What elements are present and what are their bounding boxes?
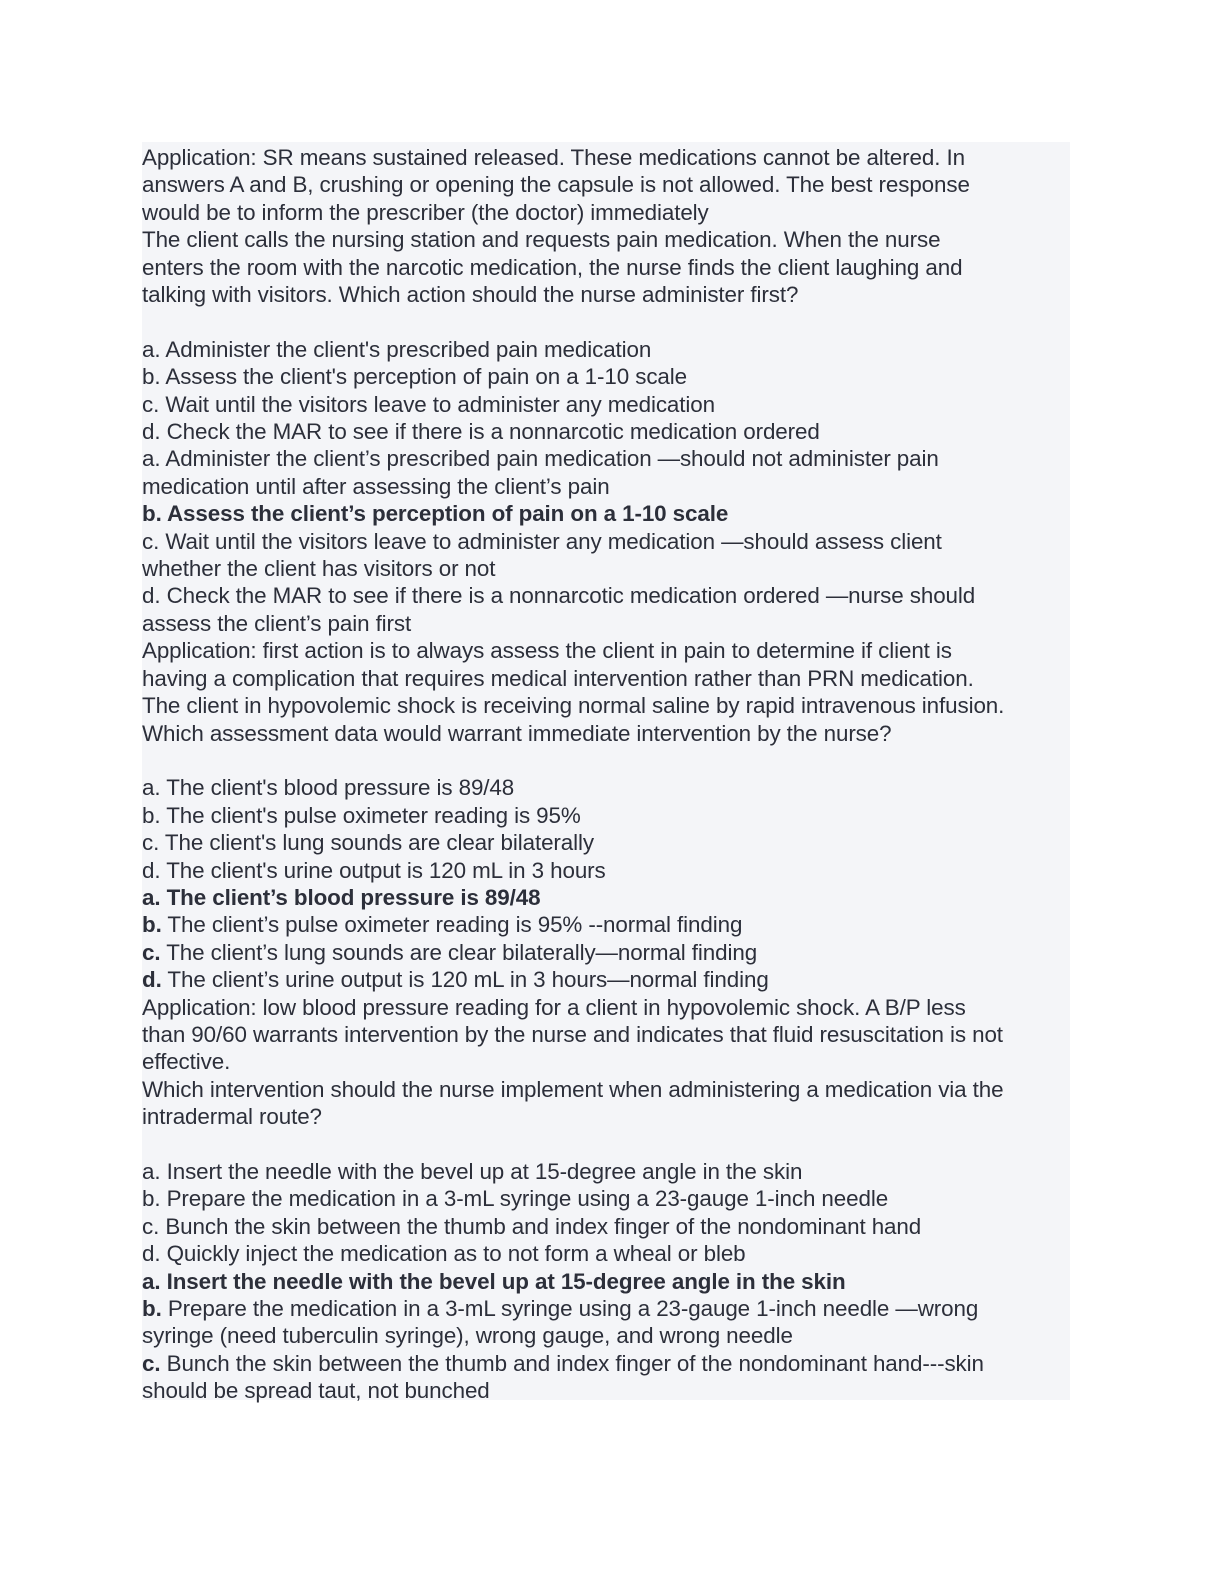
- application-text-line: answers A and B, crushing or opening the capsule is not allowed. The best response: [142, 172, 970, 198]
- answer-rationale-line: medication until after assessing the client’s pain: [142, 473, 610, 499]
- question-option: b. Prepare the medication in a 3-mL syringe using a 23-gauge 1-inch needle: [142, 1186, 889, 1212]
- answer-rationale-line: assess the client’s pain first: [142, 610, 412, 636]
- answer-rationale-line: whether the client has visitors or not: [142, 556, 496, 582]
- application-text-line: Application: low blood pressure reading for a client in hypovolemic shock. A B/P less: [142, 994, 966, 1020]
- application-text-line: having a complication that requires medical intervention rather than PRN medication.: [142, 665, 974, 691]
- answer-rationale-text: The client’s urine output is 120 mL in 3 hours—normal finding: [161, 967, 769, 993]
- application-text-line: effective.: [142, 1049, 231, 1075]
- application-text-line: would be to inform the prescriber (the doctor) immediately: [142, 199, 709, 225]
- question-option: c. Wait until the visitors leave to administer any medication: [142, 391, 715, 417]
- question-option: c. Bunch the skin between the thumb and index finger of the nondominant hand: [142, 1213, 922, 1239]
- question-option: d. Check the MAR to see if there is a nonnarcotic medication ordered: [142, 419, 820, 445]
- question-stem-line: intradermal route?: [142, 1104, 322, 1130]
- correct-answer: b. Assess the client’s perception of pain on a 1-10 scale: [142, 501, 729, 527]
- answer-label: c.: [142, 1350, 161, 1376]
- answer-rationale-text: The client’s lung sounds are clear bilaterally—normal finding: [160, 939, 758, 965]
- question-stem-line: Which intervention should the nurse implement when administering a medication via the: [142, 1076, 1004, 1102]
- answer-label: c.: [142, 939, 161, 965]
- answer-rationale-line: [142, 1295, 1070, 1322]
- question-option: a. Insert the needle with the bevel up at 15-degree angle in the skin: [142, 1158, 803, 1184]
- blank-line: [142, 308, 1070, 335]
- answer-rationale-line: c. Wait until the visitors leave to administer any medication —should assess client: [142, 528, 942, 554]
- answer-label: d.: [142, 967, 162, 993]
- answer-rationale-line: syringe (need tuberculin syringe), wrong gauge, and wrong needle: [142, 1323, 793, 1349]
- question-option: b. The client's pulse oximeter reading is 95%: [142, 802, 581, 828]
- answer-rationale-line: [142, 966, 1070, 993]
- application-text-line: Application: SR means sustained released. These medications cannot be altered. In: [142, 145, 965, 170]
- answer-rationale-line: a. Administer the client’s prescribed pain medication —should not administer pain: [142, 446, 939, 472]
- question-option: b. Assess the client's perception of pain on a 1-10 scale: [142, 364, 687, 390]
- question-stem-line: talking with visitors. Which action should the nurse administer first?: [142, 282, 799, 308]
- question-option: a. Administer the client's prescribed pain medication: [142, 336, 652, 362]
- question-stem-line: The client in hypovolemic shock is receiving normal saline by rapid intravenous infusion.: [142, 693, 1005, 719]
- answer-rationale-line: d. Check the MAR to see if there is a nonnarcotic medication ordered —nurse should: [142, 583, 976, 609]
- question-option: d. The client's urine output is 120 mL in 3 hours: [142, 857, 606, 883]
- question-option: c. The client's lung sounds are clear bilaterally: [142, 830, 594, 856]
- question-stem-line: Which assessment data would warrant immediate intervention by the nurse?: [142, 720, 892, 746]
- blank-line: [142, 747, 1070, 774]
- answer-rationale-line: [142, 911, 1070, 938]
- question-stem-line: The client calls the nursing station and requests pain medication. When the nurse: [142, 227, 941, 253]
- application-text-line: than 90/60 warrants intervention by the nurse and indicates that fluid resuscitation is not: [142, 1021, 1003, 1047]
- document-body: [142, 142, 1070, 1404]
- answer-rationale-line: should be spread taut, not bunched: [142, 1378, 490, 1404]
- answer-label: b.: [142, 912, 162, 938]
- answer-label: b.: [142, 1296, 162, 1322]
- question-stem-line: enters the room with the narcotic medication, the nurse finds the client laughing and: [142, 254, 963, 280]
- question-option: a. The client's blood pressure is 89/48: [142, 775, 515, 801]
- question-option: d. Quickly inject the medication as to not form a wheal or bleb: [142, 1241, 746, 1267]
- answer-rationale-text: Prepare the medication in a 3-mL syringe using a 23-gauge 1-inch needle —wrong: [161, 1296, 979, 1322]
- answer-rationale-line: [142, 1350, 1070, 1377]
- answer-rationale-text: The client’s pulse oximeter reading is 95% --normal finding: [161, 912, 743, 938]
- answer-rationale-line: [142, 939, 1070, 966]
- answer-rationale-text: Bunch the skin between the thumb and index finger of the nondominant hand---skin: [160, 1350, 984, 1376]
- correct-answer: a. The client’s blood pressure is 89/48: [142, 884, 541, 910]
- blank-line: [142, 1131, 1070, 1158]
- correct-answer: a. Insert the needle with the bevel up at 15-degree angle in the skin: [142, 1268, 846, 1294]
- application-text-line: Application: first action is to always assess the client in pain to determine if client is: [142, 638, 952, 664]
